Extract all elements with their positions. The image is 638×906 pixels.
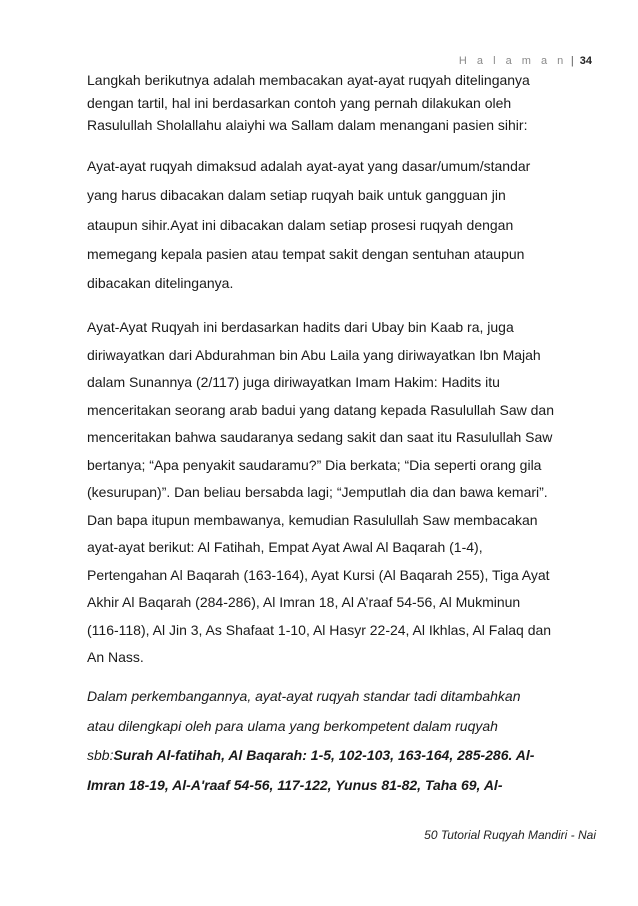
paragraph-line: bertanya; “Apa penyakit saudaramu?” Dia berkata; “Dia seperti orang gila [87, 456, 542, 473]
paragraph-line: diriwayatkan dari Abdurahman bin Abu Laila yang diriwayatkan Ibn Majah [87, 346, 541, 363]
paragraph-line: Rasulullah Sholallahu alaiyhi wa Sallam dalam menangani pasien sihir: [87, 117, 528, 133]
surah-list-bold: Surah Al-fatihah, Al Baqarah: 1-5, 102-103, 163-164, 285-286. Al- [113, 747, 535, 763]
inline-text: sbb: [87, 747, 114, 763]
paragraph-line: dengan tartil, hal ini berdasarkan contoh yang pernah dilakukan oleh [87, 94, 512, 111]
paragraph-line: (kesurupan)”. Dan beliau bersabda lagi; “Jemputlah dia dan bawa kemari”. [87, 484, 548, 500]
paragraph-line: dalam Sunannya (2/117) juga diriwayatkan Imam Hakim: Hadits itu [87, 374, 500, 390]
paragraph-line: atau dilengkapi oleh para ulama yang berkompetent dalam ruqyah [87, 717, 498, 734]
paragraph-line-mixed [87, 741, 597, 771]
paragraph-line: (116-118), Al Jin 3, As Shafaat 1-10, Al Hasyr 22-24, Al Ikhlas, Al Falaq dan [87, 621, 552, 638]
paragraph-line: dibacakan ditelinganya. [87, 275, 234, 292]
paragraph-line: ayat-ayat berikut: Al Fatihah, Empat Ayat Awal Al Baqarah (1-4), [87, 539, 483, 555]
page-label: H a l a m a n [458, 55, 567, 67]
paragraph-line: Akhir Al Baqarah (284-286), Al Imran 18, Al A’raaf 54-56, Al Mukminun [87, 594, 521, 610]
paragraph-line: Dalam perkembangannya, ayat-ayat ruqyah standar tadi ditambahkan [87, 688, 521, 704]
paragraph-line: Ayat-Ayat Ruqyah ini berdasarkan hadits dari Ubay bin Kaab ra, juga [87, 319, 514, 335]
paragraph-line: An Nass. [87, 649, 144, 665]
paragraph-line: Pertengahan Al Baqarah (163-164), Ayat Kursi (Al Baqarah 255), Tiga Ayat [87, 566, 550, 583]
page-header [459, 55, 592, 67]
paragraph-3 [87, 314, 597, 672]
paragraph-line: Ayat-ayat ruqyah dimaksud adalah ayat-ayat yang dasar/umum/standar [87, 158, 531, 174]
paragraph-line: yang harus dibacakan dalam setiap ruqyah baik untuk gangguan jin [87, 187, 506, 204]
paragraph-line: menceritakan bahwa saudaranya sedang sakit dan saat itu Rasulullah Saw [87, 429, 553, 445]
paragraph-line: Dan bapa itupun membawanya, kemudian Rasulullah Saw membacakan [87, 511, 538, 528]
paragraph-4 [87, 682, 597, 800]
paragraph-line: ataupun sihir.Ayat ini dibacakan dalam setiap prosesi ruqyah dengan [87, 216, 514, 233]
page-footer: 50 Tutorial Ruqyah Mandiri - Nai [424, 828, 596, 842]
header-separator: | [570, 55, 574, 67]
paragraph-line: memegang kepala pasien atau tempat sakit dengan sentuhan ataupun [87, 245, 525, 262]
paragraph-line: menceritakan seorang arab badui yang datang kepada Rasulullah Saw dan [87, 401, 554, 418]
paragraph-line: Langkah berikutnya adalah membacakan ayat-ayat ruqyah ditelinganya [87, 72, 530, 88]
surah-list-bold: Imran 18-19, Al-A'raaf 54-56, 117-122, Yunus 81-82, Taha 69, Al- [87, 776, 503, 793]
page-number: 34 [579, 55, 592, 67]
paragraph-2 [87, 152, 597, 298]
paragraph-1 [87, 69, 597, 137]
